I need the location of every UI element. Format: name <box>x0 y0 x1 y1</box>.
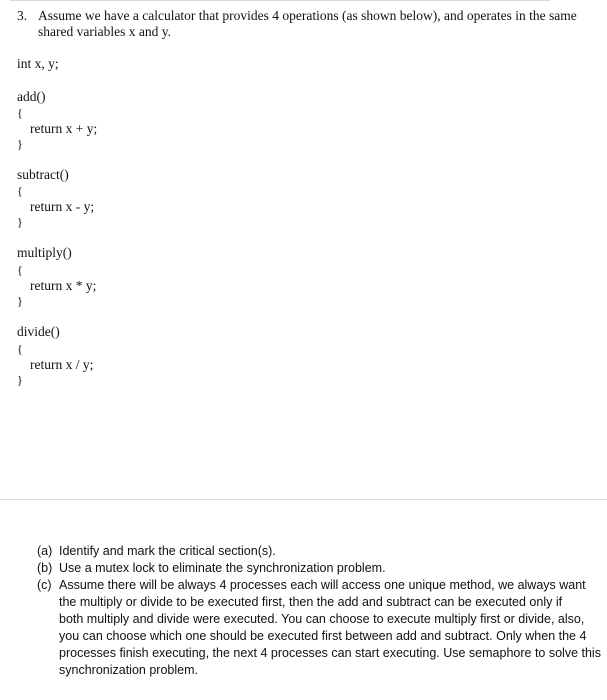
function-body: return x + y; <box>30 121 98 136</box>
part-c-line: the multiply or divide to be executed first, then the add and subtract can be executed only if <box>59 595 563 609</box>
function-name: multiply() <box>17 245 72 260</box>
function-name: divide() <box>17 324 60 339</box>
part-c-line: you can choose which one should be executed first between add and subtract. Only when the 4 <box>59 629 587 643</box>
open-brace: { <box>17 184 23 198</box>
part-b-label: (b) <box>37 561 53 575</box>
close-brace: } <box>17 215 23 229</box>
part-a-text: Identify and mark the critical section(s). <box>59 544 276 558</box>
part-a-label: (a) <box>37 544 53 558</box>
open-brace: { <box>17 342 23 356</box>
open-brace: { <box>17 263 23 277</box>
question-line-2: shared variables x and y. <box>38 24 171 39</box>
open-brace: { <box>17 106 23 120</box>
part-c-line: processes finish executing, the next 4 processes can start executing. Use semaphore to solve this <box>59 646 601 660</box>
function-body: return x - y; <box>30 199 95 214</box>
function-body: return x * y; <box>30 278 97 293</box>
variable-declaration: int x, y; <box>17 56 59 71</box>
section-divider <box>0 499 607 500</box>
close-brace: } <box>17 294 23 308</box>
function-body: return x / y; <box>30 357 94 372</box>
part-c-line: Assume there will be always 4 processes each will access one unique method, we always want <box>59 578 586 592</box>
part-b-text: Use a mutex lock to eliminate the synchronization problem. <box>59 561 386 575</box>
part-c-label: (c) <box>37 578 52 592</box>
question-line-1: Assume we have a calculator that provides 4 operations (as shown below), and operates in the same <box>38 8 577 23</box>
function-name: add() <box>17 89 46 104</box>
close-brace: } <box>17 373 23 387</box>
question-number: 3. <box>17 8 28 23</box>
close-brace: } <box>17 137 23 151</box>
top-rule <box>10 0 550 1</box>
function-name: subtract() <box>17 167 69 182</box>
part-c-line: synchronization problem. <box>59 663 198 677</box>
part-c-line: both multiply and divide were executed. You can choose to execute multiply first or divide, also, <box>59 612 585 626</box>
